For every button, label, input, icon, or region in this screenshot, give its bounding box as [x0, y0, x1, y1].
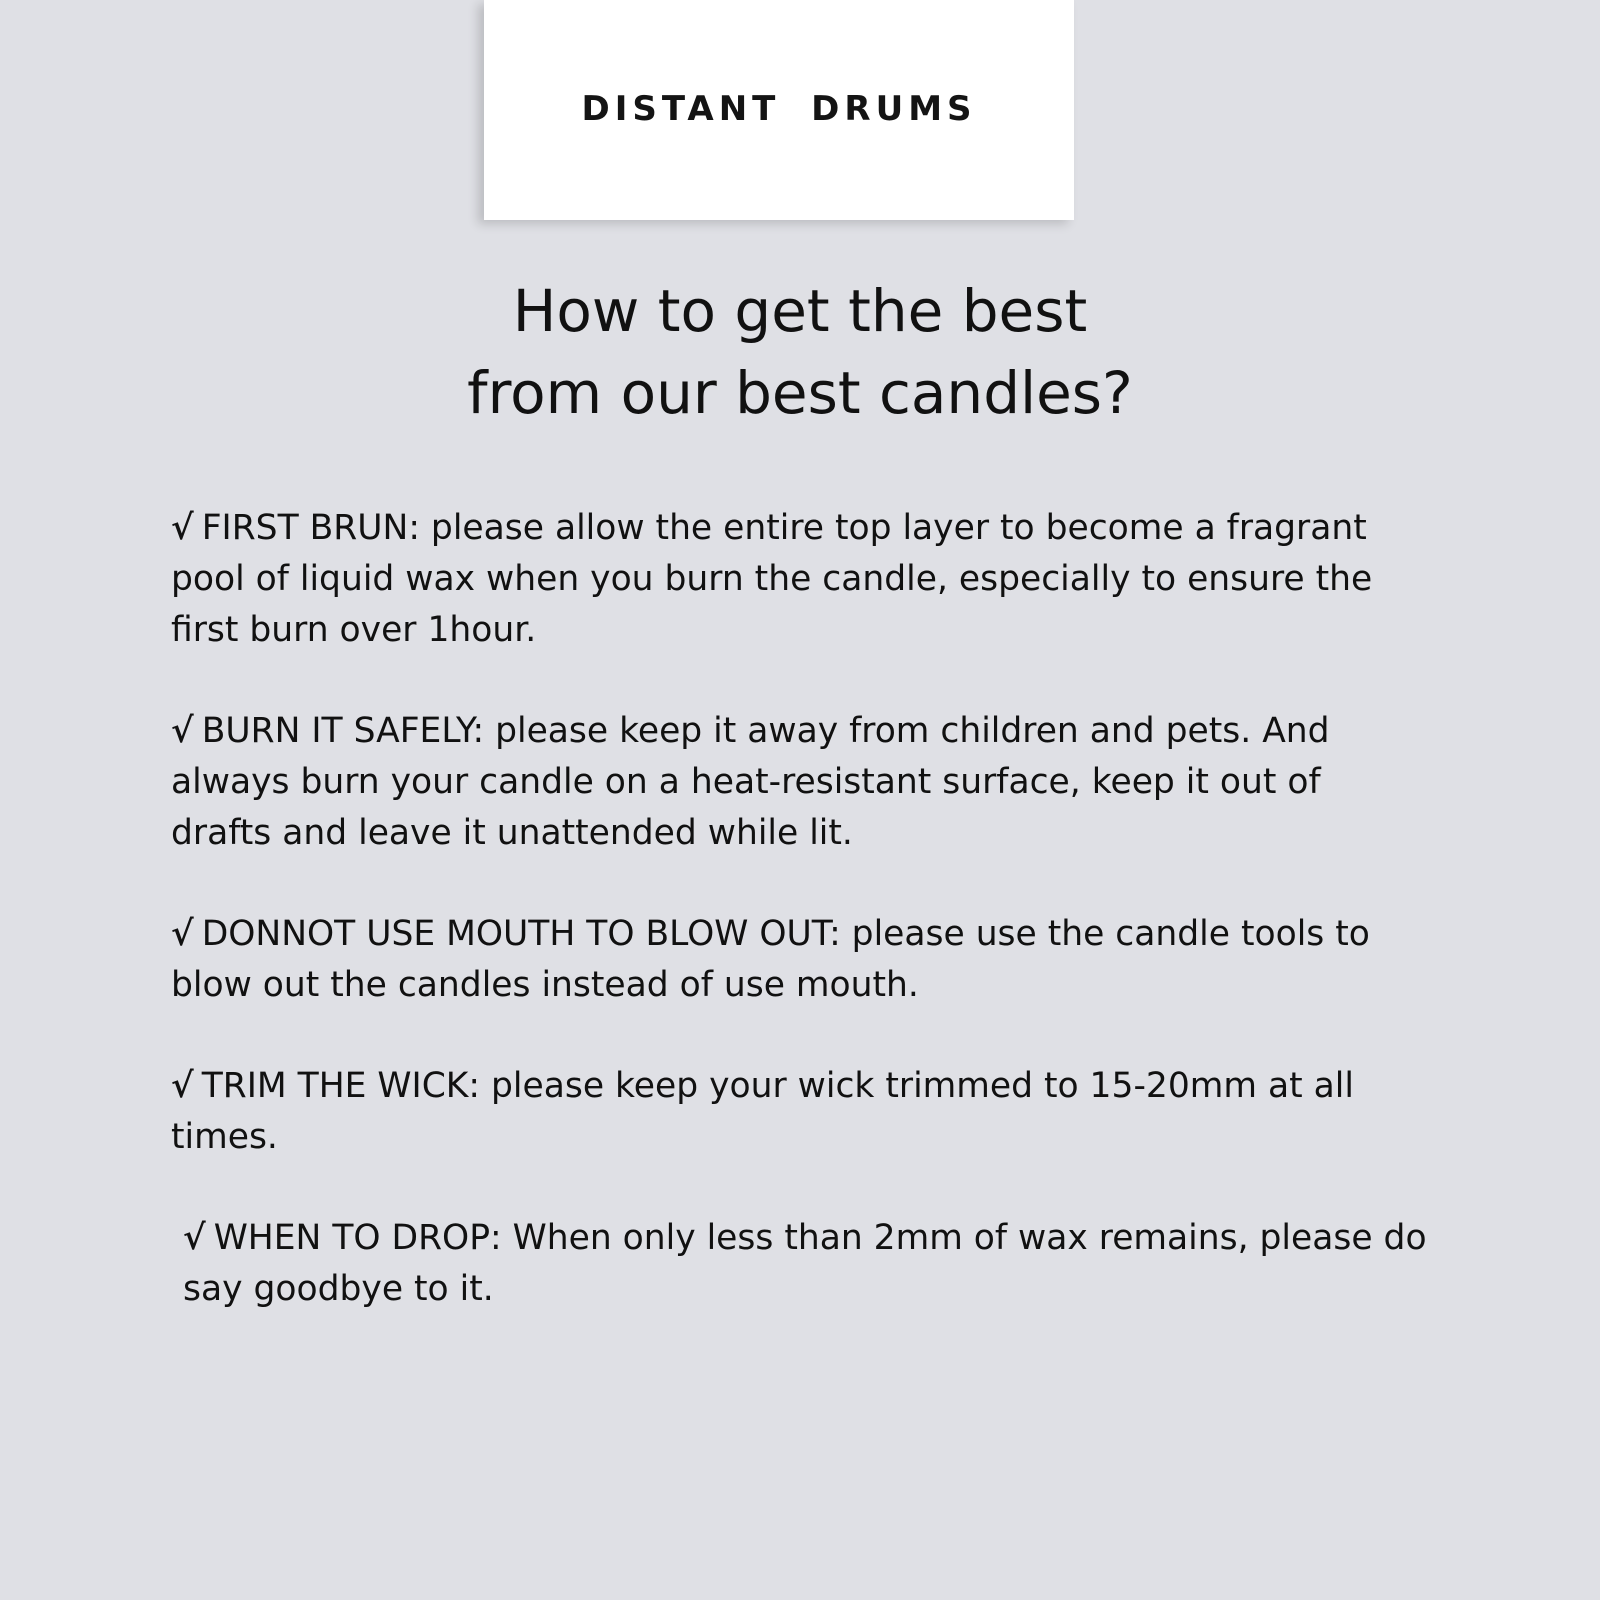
tip-text: please keep your wick trimmed to 15-20mm at all times. [171, 1066, 1354, 1157]
tip-text: When only less than 2mm of wax remains, please do say goodbye to it. [183, 1218, 1427, 1309]
check-icon: √ [183, 1218, 206, 1258]
tip-heading: WHEN TO DROP: [213, 1218, 502, 1258]
tip-text: please allow the entire top layer to become a fragrant pool of liquid wax when you burn the candle, especially to ensure the first burn over 1hour. [171, 508, 1373, 650]
tip-when-to-drop [171, 1213, 1431, 1315]
tip-first-burn [171, 503, 1431, 656]
tip-burn-safely [171, 706, 1431, 859]
check-icon: √ [171, 508, 194, 548]
check-icon: √ [171, 914, 194, 954]
care-tips-list [171, 503, 1431, 1365]
brand-name: DISTANT DRUMS [581, 89, 977, 129]
tip-text: please keep it away from children and pets. And always burn your candle on a heat-resistant surface, keep it out of drafts and leave it unattended while lit. [171, 711, 1330, 853]
check-icon: √ [171, 1066, 194, 1106]
brand-logo-card [484, 0, 1074, 220]
tip-heading: DONNOT USE MOUTH TO BLOW OUT: [201, 914, 841, 954]
tip-blow-out [171, 909, 1431, 1011]
tip-heading: TRIM THE WICK: [201, 1066, 481, 1106]
check-icon: √ [171, 711, 194, 751]
tip-heading: FIRST BRUN: [201, 508, 420, 548]
page-title-line-2: from our best candles? [467, 359, 1133, 427]
tip-text: please use the candle tools to blow out the candles instead of use mouth. [171, 914, 1370, 1005]
page-title-line-1: How to get the best [512, 277, 1088, 345]
page-title [0, 270, 1600, 434]
tip-heading: BURN IT SAFELY: [201, 711, 485, 751]
tip-trim-wick [171, 1061, 1431, 1163]
